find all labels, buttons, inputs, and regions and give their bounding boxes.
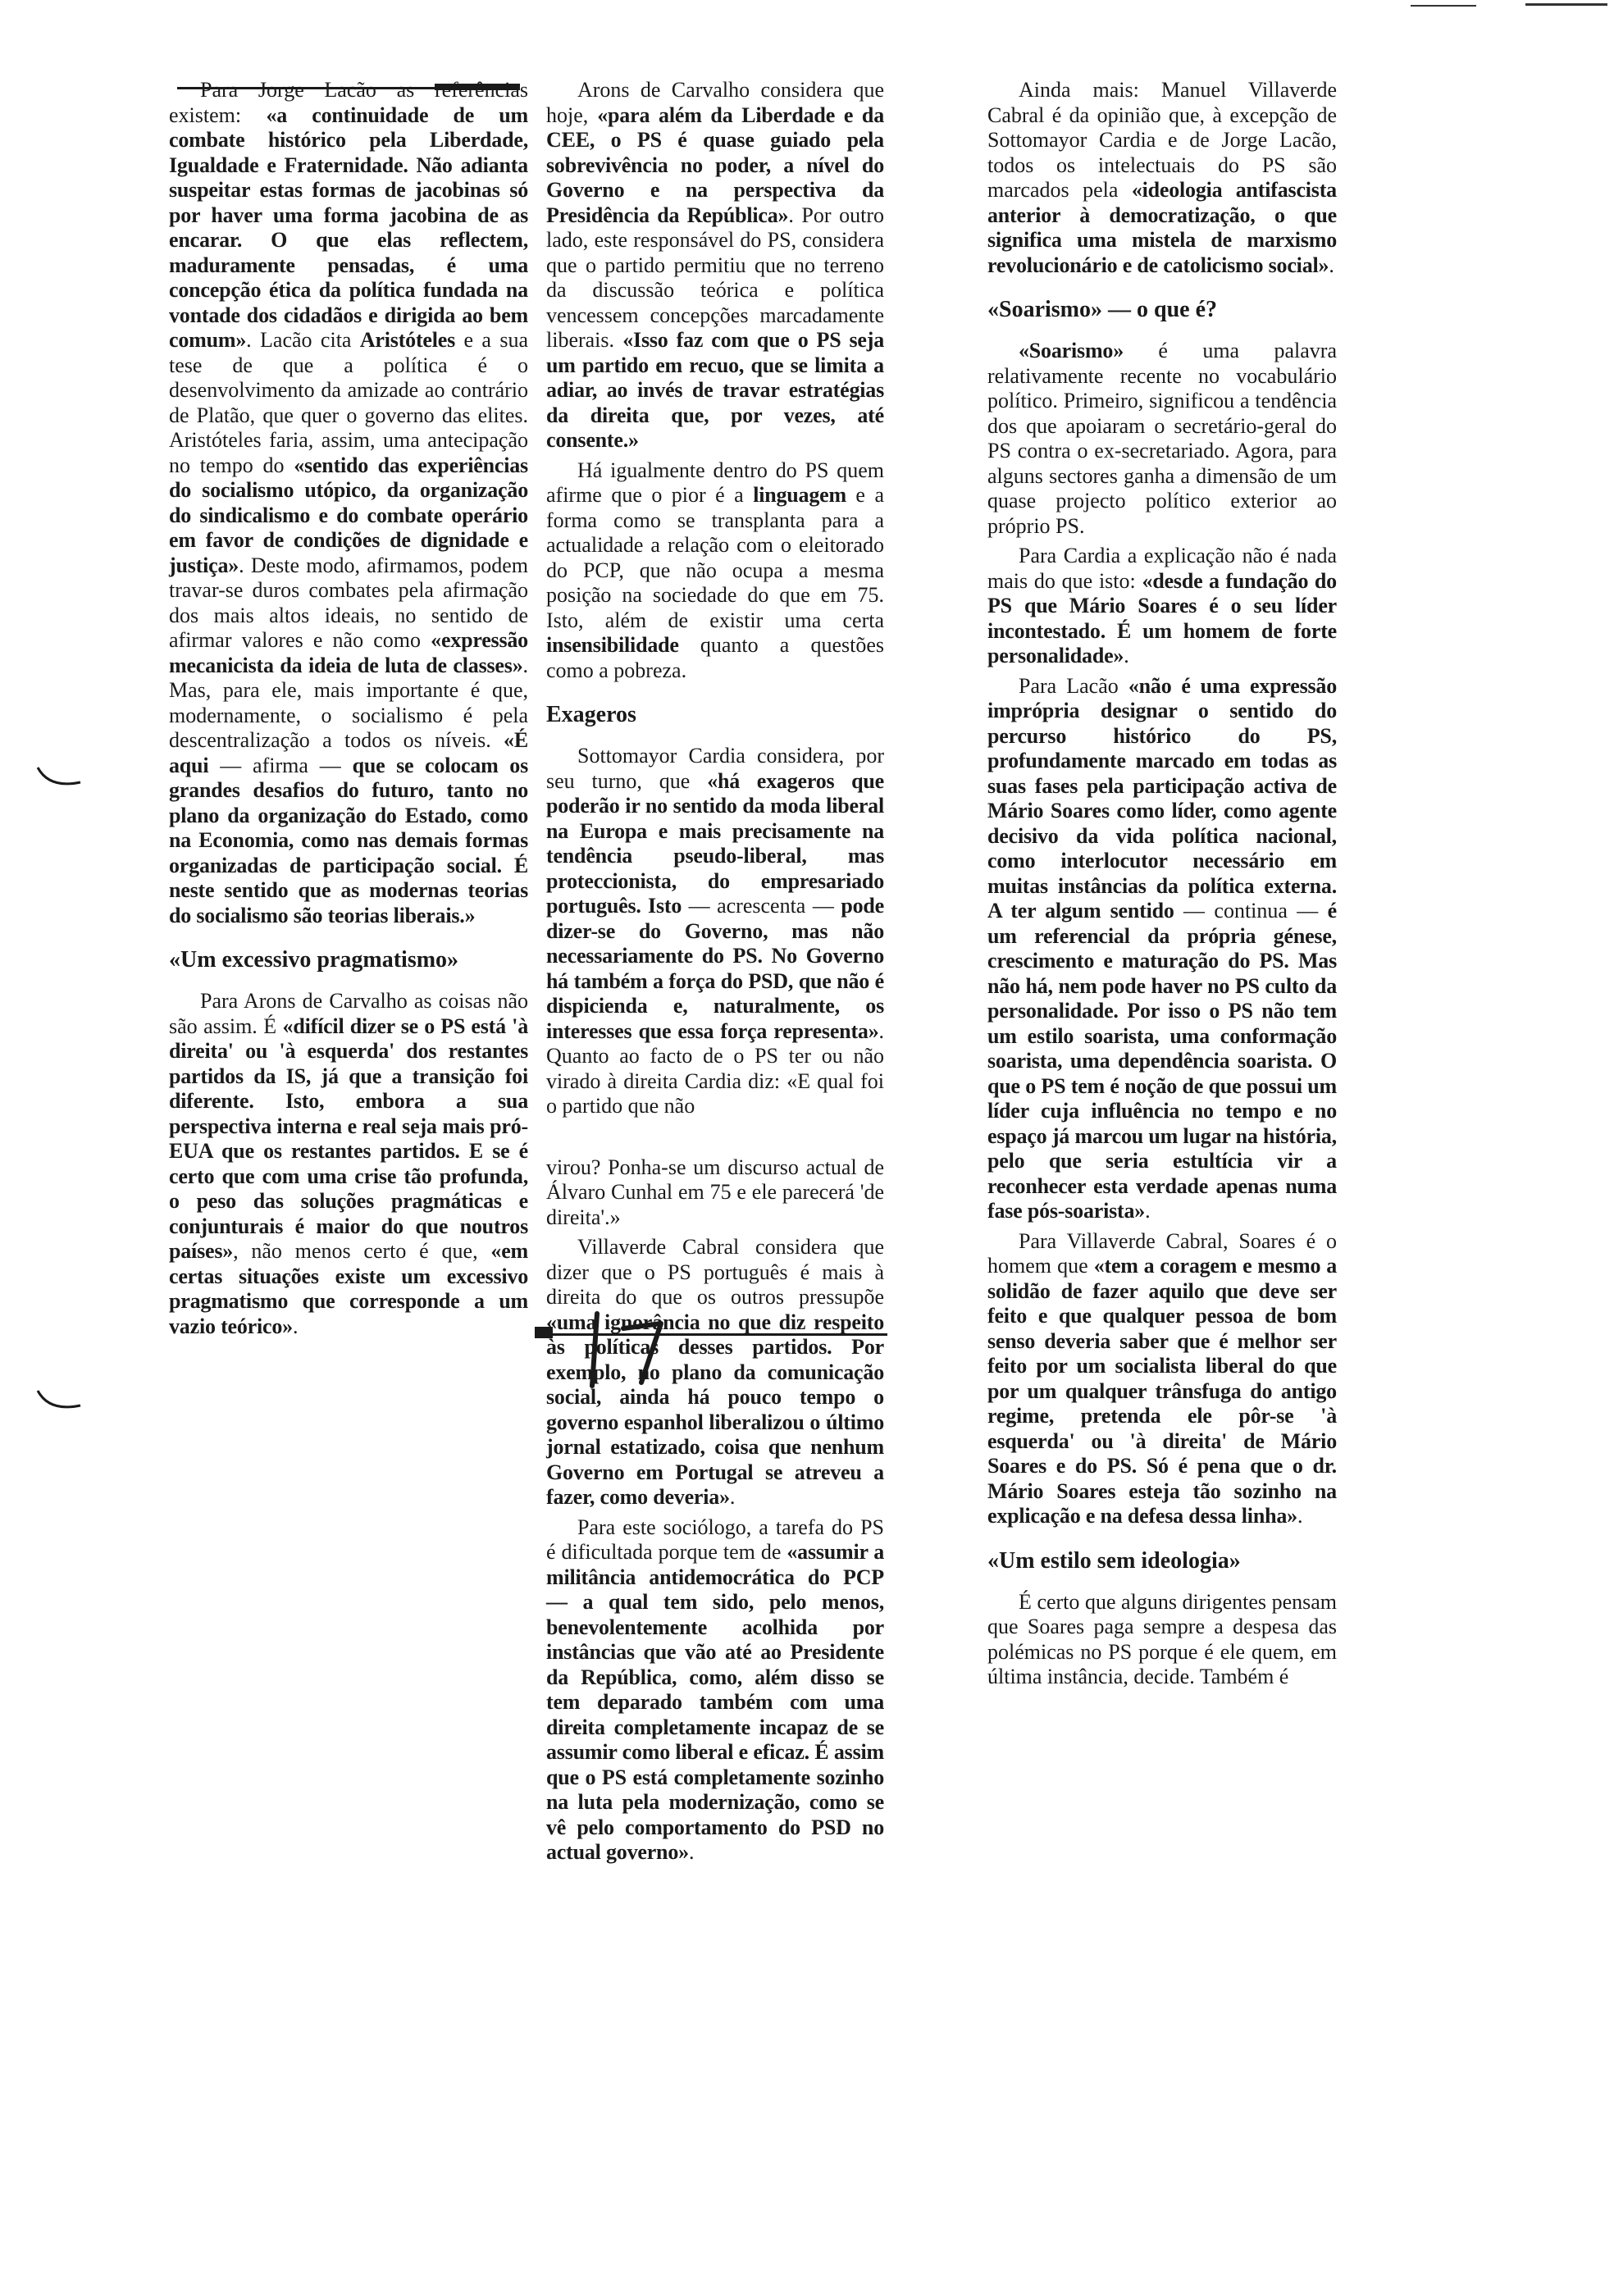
page-edge-mark-2 — [1525, 3, 1607, 6]
body-text: Villaverde Cabral considera que dizer que o PS português é mais à direita do que os outros pressupõe — [546, 1235, 884, 1309]
body-text: — afirma — — [208, 753, 353, 777]
body-text: Para Jorge Lacão as referências existem: — [169, 78, 528, 127]
quote-text: é um referencial da própria génese, crescimento e maturação do PS. Mas não há, nem pode haver no PS culto da personalidade. Por isso o PS não tem um estilo soarista, uma conformação soarista, uma dependência soarista. O que o PS tem é noção de que possui um líder cuja influência no tempo e no espaço já marcou um lugar na história, pelo que seria estultícia vir a reconhecer esta verdade apenas numa fase pós-soarista» — [987, 899, 1337, 1223]
paragraph — [546, 1155, 884, 1231]
quote-text: linguagem — [753, 483, 846, 507]
body-text: virou? Ponha-se um discurso actual de Álvaro Cunhal em 75 e ele parecerá 'de direita'.» — [546, 1155, 884, 1229]
body-text: . — [1329, 253, 1334, 277]
quote-text: «É aqui — [169, 728, 528, 777]
body-text: — continua — — [1174, 899, 1328, 922]
quote-text: Aristóteles — [359, 328, 456, 352]
page-edge-mark — [1411, 5, 1476, 7]
quote-text: «a continuidade de um combate histórico pela Liberdade, Igualdade e Fraternidade. Não adianta suspeitar estas formas de jacobinas só por haver uma forma jacobina de as encarar. O que elas reflectem, maduramente pensadas, é uma concepção ética da política fundada na vontade dos cidadãos e dirigida ao bem comum» — [169, 102, 528, 352]
paragraph — [546, 458, 884, 684]
section-heading: «Soarismo» — o que é? — [987, 297, 1217, 322]
quote-text: «Isso faz com que o PS seja um partido em recuo, que se limita a adiar, ao invés de travar estratégias da direita que, por vezes, até consente.» — [546, 328, 884, 452]
body-text: . Mas, para ele, mais importante é que, modernamente, o socialismo é pela descentralização a todos os níveis. — [169, 653, 528, 752]
body-text: Para Lacão — [1019, 673, 1128, 698]
punch-mark-bottom — [34, 1386, 84, 1419]
quote-text: «sentido das experiências do socialismo utópico, da organização do sindicalismo e do combate operário em favor de condições de dignidade e justiça» — [169, 453, 528, 577]
section-heading: «Um excessivo pragmatismo» — [169, 947, 459, 973]
quote-text: «tem a coragem e mesmo a solidão de fazer aquilo que deve ser feito e que qualquer pessoa de bom senso deveria saber que é melhor ser feito por um socialista liberal do que por um qualquer trânsfuga do antigo regime, pretenda ele pôr-se 'à esquerda' ou 'à direita' de Mário Soares e do PS. Só é pena que o dr. Mário Soares esteja tão sozinho na explicação e na defesa dessa linha» — [987, 1254, 1337, 1528]
body-text: e a forma como se transplanta para a actualidade a relação com o eleitorado do PCP, que não ocupa a mesma posição na sociedade do que em 75. Isto, além de existir uma certa — [546, 483, 884, 632]
body-text: . Quanto ao facto de o PS ter ou não virado à direita Cardia diz: «E qual foi o partido que não — [546, 1018, 884, 1118]
body-text: e a sua tese de que a política é o desenvolvimento da amizade ao contrário de Platão, que quer o governo das elites. Aristóteles faria, assim, uma antecipação no tempo do — [169, 328, 528, 477]
paragraph — [987, 78, 1337, 278]
body-text: . — [1124, 644, 1129, 667]
quote-text: «Soarismo» — [1019, 339, 1124, 362]
body-text: Ainda mais: Manuel Villaverde Cabral é da opinião que, à excepção de Sottomayor Cardia e de Jorge Lacão, todos os intelectuais do PS são marcados pela — [987, 78, 1337, 202]
body-text: É certo que alguns dirigentes pensam que Soares paga sempre a despesa das polémicas no PS porque é ele quem, em última instância, decide. Também é — [987, 1589, 1337, 1688]
quote-text: pode dizer-se do Governo, mas não necessariamente do PS. No Governo há também a força do PSD, que não é dispicienda e, naturalmente, os interesses que essa força representa» — [546, 894, 884, 1043]
section-heading: Exageros — [546, 702, 636, 727]
body-text: . — [1297, 1504, 1303, 1528]
column-3 — [987, 78, 1337, 1695]
body-text: Sottomayor Cardia considera, por seu turno, que — [546, 744, 884, 793]
body-text: quanto a questões como a pobreza. — [546, 633, 884, 682]
body-text: Para este sociólogo, a tarefa do PS é dificultada porque tem de — [546, 1515, 884, 1564]
body-text: . Deste modo, afirmamos, podem travar-se duros combates pela afirmação dos mais altos ideais, no sentido de afirmar valores e não como — [169, 553, 528, 652]
body-text: . Por outro lado, este responsável do PS, considera que o partido permitiu que no terreno da discussão teórica e política vencessem concepções marcadamente liberais. — [546, 203, 885, 352]
punch-mark-top — [34, 763, 84, 795]
body-text: Há igualmente dentro do PS quem afirme que o pior é a — [546, 458, 884, 507]
quote-text: insensibilidade — [546, 633, 679, 657]
paragraph — [987, 544, 1337, 669]
paragraph — [546, 744, 884, 1119]
paragraph — [169, 78, 528, 928]
paragraph — [987, 674, 1337, 1224]
body-text: Para Arons de Carvalho as coisas não são assim. É — [169, 989, 528, 1038]
column-2 — [546, 78, 884, 1870]
body-text: . — [688, 1840, 695, 1864]
paragraph — [546, 1515, 884, 1866]
body-text: — acrescenta — — [682, 894, 841, 918]
body-text: é uma palavra relativamente recente no vocabulário político. Primeiro, significou a tendência dos que apoiaram o secretário-geral do PS contra o ex-secretariado. Agora, para alguns sectores ganha a dimensão de um quase projecto político exterior ao próprio PS. — [987, 339, 1337, 538]
quote-text: «ideologia antifascista anterior à democratização, o que significa uma mistela de marxismo revolucionário e de catolicismo social» — [987, 178, 1337, 277]
paragraph — [546, 1235, 884, 1510]
body-text: Para Cardia a explicação não é nada mais do que isto: — [987, 544, 1337, 593]
paragraph — [169, 989, 528, 1339]
paragraph — [987, 1229, 1337, 1529]
quote-text: «uma ignorância no que diz respeito às políticas desses partidos. Por exemplo, no plano da comunicação social, ainda há pouco tempo o governo espanhol liberalizou o último jornal estatizado, coisa que nenhum Governo em Portugal se atreveu a fazer, como deveria» — [546, 1310, 884, 1509]
paragraph — [987, 339, 1337, 539]
body-text: , não menos certo é que, — [233, 1239, 491, 1263]
body-text: Arons de Carvalho considera que hoje, — [546, 78, 884, 127]
quote-text: «para além da Liberdade e da CEE, o PS é quase guiado pela sobrevivência no poder, a nível do Governo e na perspectiva da Presidência da República» — [546, 102, 884, 227]
quote-text: «não é uma expressão imprópria designar o sentido do percurso histórico do PS, profundamente marcado em todas as suas fases pela participação activa de Mário Soares como líder, como agente decisivo da vida política nacional, como interlocutor necessário em muitas instâncias da política externa. A ter algum sentido — [987, 673, 1338, 922]
section-heading: «Um estilo sem ideologia» — [987, 1547, 1241, 1574]
quote-text: «assumir a militância antidemocrática do PCP — a qual tem sido, pelo menos, benevolentemente acolhida por instâncias que vão até ao Presidente da República, como, além disso se tem deparado também com uma direita completamente incapaz de se assumir como liberal e eficaz. É assim que o PS está completamente sozinho na luta pela modernização, como se vê pelo comportamento do PSD no actual governo» — [546, 1540, 884, 1864]
column-1 — [169, 78, 528, 1344]
quote-text: «expressão mecanicista da ideia de luta de classes» — [169, 628, 528, 677]
body-text: . — [1145, 1199, 1151, 1223]
quote-text: «há exageros que poderão ir no sentido da moda liberal na Europa e mais precisamente na tendência pseudo-liberal, mas proteccionista, do empresariado português. Isto — [546, 768, 884, 918]
body-text: . — [292, 1314, 299, 1338]
paragraph — [987, 1590, 1337, 1690]
body-text: . Lacão cita — [246, 328, 360, 352]
body-text: Para Villaverde Cabral, Soares é o homem que — [987, 1228, 1337, 1278]
quote-text: «desde a fundação do PS que Mário Soares é o seu líder incontestado. É um homem de forte personalidade» — [987, 568, 1337, 667]
paragraph — [546, 78, 884, 453]
quote-text: «difícil dizer se o PS está 'à direita' ou 'à esquerda' dos restantes partidos da IS, já que a transição foi diferente. Isto, embora a sua perspectiva interna e real seja mais pró-EUA que os restantes partidos. E se é certo que com uma crise tão profunda, o peso das soluções pragmáticas e conjunturais é maior do que noutros países» — [169, 1014, 528, 1263]
quote-text: «em certas situações existe um excessivo pragmatismo que corresponde a um vazio teórico» — [169, 1239, 528, 1338]
body-text: . — [729, 1485, 736, 1509]
quote-text: que se colocam os grandes desafios do futuro, tanto no plano da organização do Estado, como na Economia, como nas demais formas organizadas de participação social. É neste sentido que as modernas teorias do socialismo são teorias liberais.» — [169, 753, 528, 927]
